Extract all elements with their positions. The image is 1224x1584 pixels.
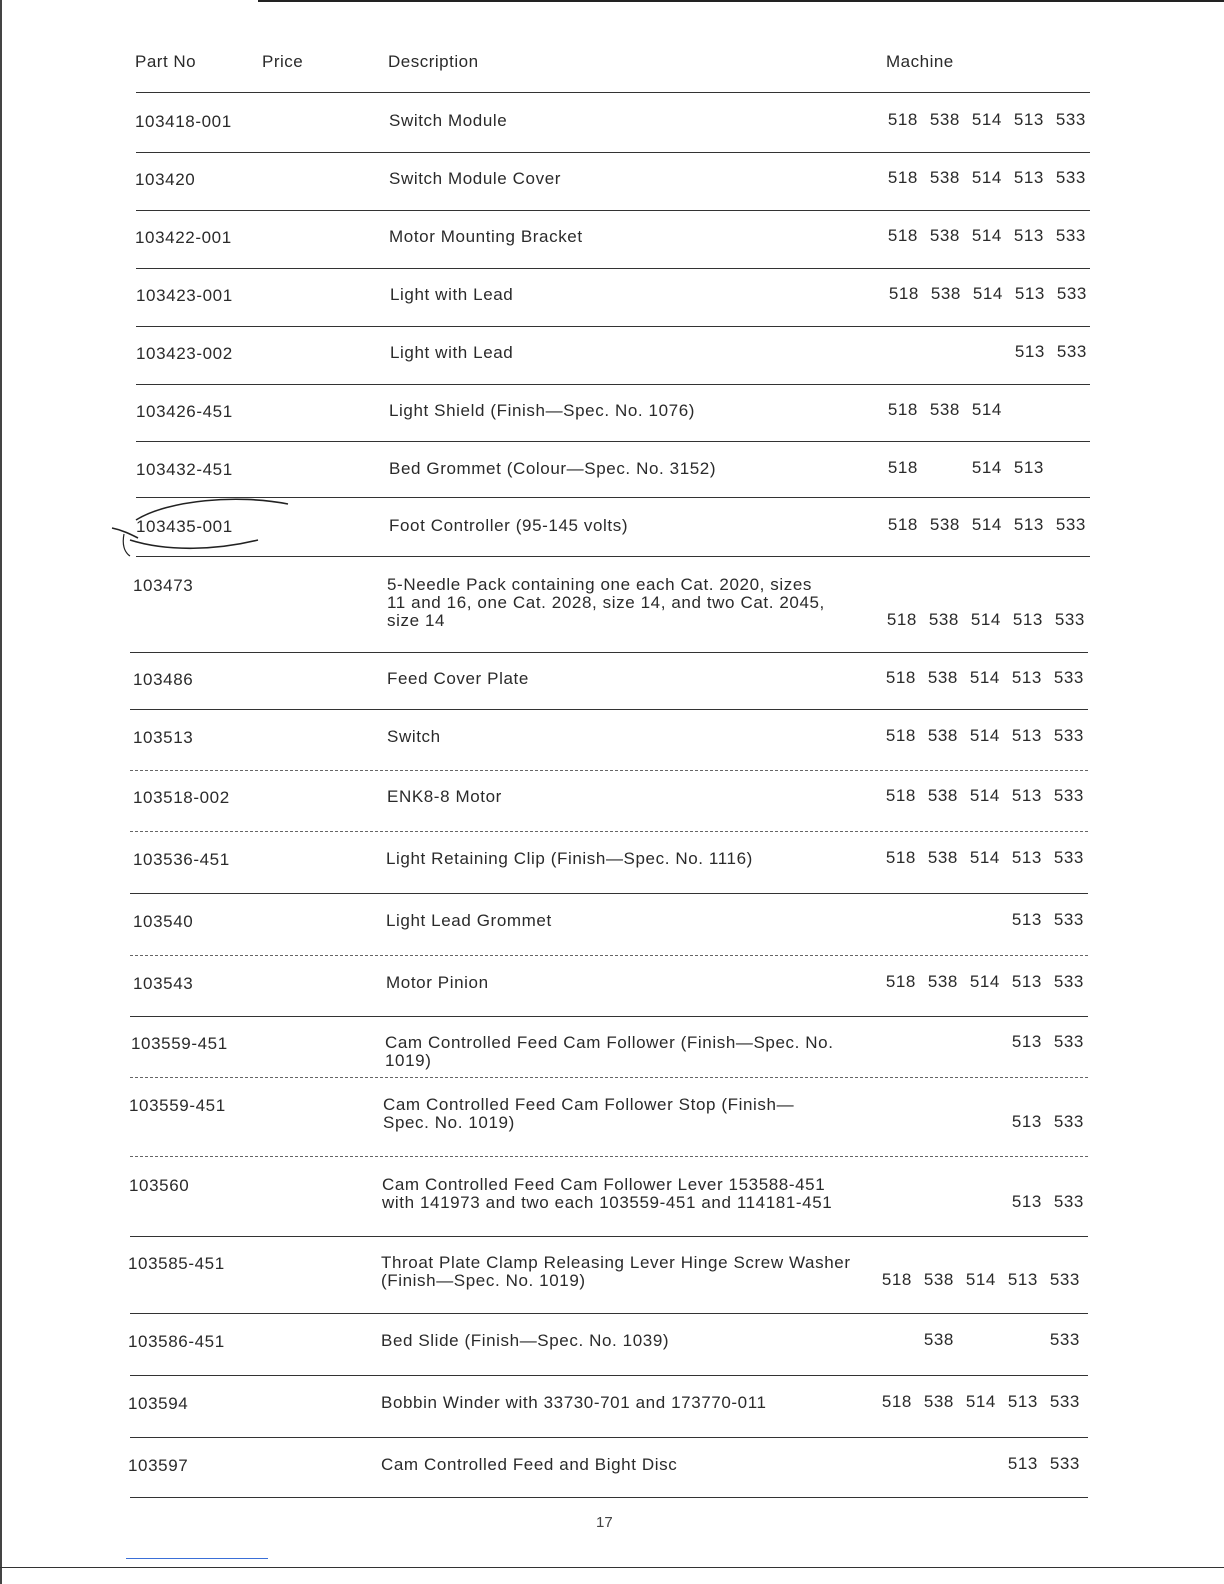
- machine-number: 514: [969, 668, 1000, 687]
- machine-number: 533: [1049, 1270, 1080, 1289]
- machine-number: 538: [923, 1392, 954, 1411]
- row-divider: [130, 1437, 1088, 1438]
- description-line: Light with Lead: [390, 285, 514, 304]
- machine-number: 533: [1056, 342, 1087, 361]
- machine-number: 513: [1011, 1112, 1042, 1131]
- part-number: 103586-451: [128, 1332, 225, 1351]
- machine-number: 514: [969, 848, 1000, 867]
- machine-number: 533: [1049, 1330, 1080, 1349]
- bottom-rule: [0, 1567, 1224, 1568]
- machine-number: 538: [927, 848, 958, 867]
- machine-number: 538: [929, 110, 960, 129]
- row-divider: [130, 709, 1088, 710]
- part-number: 103518-002: [133, 788, 230, 807]
- row-divider: [130, 1156, 1088, 1157]
- machine-number: 513: [1014, 342, 1045, 361]
- machine-number: 533: [1053, 910, 1084, 929]
- machine-number: 538: [927, 972, 958, 991]
- machine-number: 518: [887, 400, 918, 419]
- machine-number: 538: [927, 726, 958, 745]
- part-number: 103559-451: [131, 1034, 228, 1053]
- machine-number: 533: [1053, 1032, 1084, 1051]
- page-number: 17: [596, 1514, 613, 1531]
- page-left-edge: [0, 0, 2, 1584]
- part-description: [387, 576, 867, 630]
- machine-number: 533: [1055, 110, 1086, 129]
- machine-number: 518: [887, 515, 918, 534]
- machine-number: 533: [1049, 1454, 1080, 1473]
- machine-number: 514: [970, 610, 1001, 629]
- part-description: [381, 1254, 861, 1290]
- machine-number: 513: [1013, 168, 1044, 187]
- row-divider: [130, 1497, 1088, 1498]
- part-number: 103435-001: [136, 517, 233, 536]
- machine-number: 513: [1007, 1454, 1038, 1473]
- part-number: 103536-451: [133, 850, 230, 869]
- description-line: with 141973 and two each 103559-451 and 114181-451: [382, 1193, 833, 1212]
- part-description: [382, 1176, 862, 1212]
- description-line: (Finish—Spec. No. 1019): [381, 1271, 586, 1290]
- part-description: [389, 228, 869, 246]
- machine-number: 513: [1011, 726, 1042, 745]
- handwritten-check-mark: [108, 490, 308, 570]
- part-description: [387, 788, 867, 806]
- machine-number: 518: [885, 726, 916, 745]
- part-number: 103473: [133, 576, 194, 595]
- machine-number: 533: [1054, 610, 1085, 629]
- machine-number: 533: [1053, 668, 1084, 687]
- machine-number: 518: [885, 848, 916, 867]
- row-divider: [136, 326, 1090, 327]
- machine-number: 538: [929, 168, 960, 187]
- description-line: Switch: [387, 727, 441, 746]
- description-line: Switch Module Cover: [389, 169, 562, 188]
- machine-number: 533: [1053, 786, 1084, 805]
- machine-number: 518: [881, 1392, 912, 1411]
- machine-number: 514: [971, 400, 1002, 419]
- row-divider: [130, 893, 1088, 894]
- machine-number: 513: [1011, 910, 1042, 929]
- part-description: [381, 1332, 861, 1350]
- part-number: 103422-001: [135, 228, 232, 247]
- machine-number: 513: [1007, 1392, 1038, 1411]
- description-line: 11 and 16, one Cat. 2028, size 14, and two Cat. 2045,: [387, 593, 825, 612]
- machine-number: 533: [1055, 168, 1086, 187]
- part-number: 103597: [128, 1456, 189, 1475]
- machine-number: 513: [1013, 226, 1044, 245]
- row-divider: [136, 152, 1090, 153]
- part-description: [389, 112, 869, 130]
- machine-number: 518: [885, 668, 916, 687]
- part-number: 103585-451: [128, 1254, 225, 1273]
- machine-number: 514: [971, 515, 1002, 534]
- part-number: 103543: [133, 974, 194, 993]
- machine-number: 514: [972, 284, 1003, 303]
- part-description: [387, 728, 867, 746]
- row-divider: [136, 92, 1090, 93]
- part-description: [389, 517, 869, 535]
- machine-number: 538: [929, 400, 960, 419]
- description-line: Light Lead Grommet: [386, 911, 552, 930]
- machine-number: 514: [969, 972, 1000, 991]
- machine-number: 533: [1053, 726, 1084, 745]
- header-machine: Machine: [886, 52, 954, 71]
- machine-number: 533: [1053, 972, 1084, 991]
- machine-number: 513: [1011, 1192, 1042, 1211]
- description-line: 5-Needle Pack containing one each Cat. 2020, sizes: [387, 575, 813, 594]
- description-line: Bobbin Winder with 33730-701 and 173770-011: [381, 1393, 767, 1412]
- part-number: 103420: [135, 170, 196, 189]
- row-divider: [130, 1077, 1088, 1078]
- part-number: 103432-451: [136, 460, 233, 479]
- machine-number: 538: [929, 515, 960, 534]
- part-number: 103418-001: [135, 112, 232, 131]
- description-line: Cam Controlled Feed Cam Follower Lever 153588-451: [382, 1175, 826, 1194]
- part-description: [386, 912, 866, 930]
- machine-number: 518: [885, 786, 916, 805]
- machine-number: 514: [965, 1270, 996, 1289]
- header-description: Description: [388, 52, 479, 71]
- machine-number: 513: [1011, 848, 1042, 867]
- description-line: Motor Pinion: [386, 973, 489, 992]
- machine-number: 533: [1055, 226, 1086, 245]
- machine-number: 514: [969, 786, 1000, 805]
- machine-number: 538: [929, 226, 960, 245]
- header-price: Price: [262, 52, 304, 71]
- row-divider: [130, 652, 1088, 653]
- machine-number: 513: [1011, 786, 1042, 805]
- part-description: [383, 1096, 863, 1132]
- description-line: Light Shield (Finish—Spec. No. 1076): [389, 401, 696, 420]
- row-divider: [130, 770, 1088, 771]
- row-divider: [136, 268, 1090, 269]
- blue-underline: [126, 1558, 268, 1559]
- machine-number: 514: [971, 110, 1002, 129]
- machine-number: 533: [1053, 1192, 1084, 1211]
- part-description: [389, 170, 869, 188]
- machine-number: 513: [1011, 668, 1042, 687]
- machine-number: 513: [1011, 1032, 1042, 1051]
- part-description: [385, 1034, 865, 1070]
- row-divider: [130, 1016, 1088, 1017]
- machine-number: 514: [971, 168, 1002, 187]
- description-line: Cam Controlled Feed and Bight Disc: [381, 1455, 678, 1474]
- machine-number: 513: [1013, 515, 1044, 534]
- description-line: Feed Cover Plate: [387, 669, 529, 688]
- part-description: [387, 670, 867, 688]
- machine-number: 518: [887, 226, 918, 245]
- machine-number: 513: [1013, 110, 1044, 129]
- description-line: Foot Controller (95-145 volts): [389, 516, 629, 535]
- machine-number: 518: [885, 972, 916, 991]
- description-line: Bed Grommet (Colour—Spec. No. 3152): [389, 459, 717, 478]
- machine-number: 533: [1053, 848, 1084, 867]
- machine-number: 538: [930, 284, 961, 303]
- part-number: 103423-002: [136, 344, 233, 363]
- machine-number: 533: [1055, 515, 1086, 534]
- description-line: size 14: [387, 611, 446, 630]
- machine-number: 514: [969, 726, 1000, 745]
- machine-number: 518: [887, 458, 918, 477]
- machine-number: 538: [923, 1330, 954, 1349]
- machine-number: 514: [965, 1392, 996, 1411]
- row-divider: [130, 955, 1088, 956]
- machine-number: 538: [928, 610, 959, 629]
- part-description: [381, 1456, 861, 1474]
- description-line: Bed Slide (Finish—Spec. No. 1039): [381, 1331, 670, 1350]
- part-number: 103560: [129, 1176, 190, 1195]
- machine-number: 533: [1049, 1392, 1080, 1411]
- part-description: [386, 974, 866, 992]
- machine-number: 514: [971, 226, 1002, 245]
- machine-number: 518: [888, 284, 919, 303]
- machine-number: 513: [1013, 458, 1044, 477]
- row-divider: [130, 831, 1088, 832]
- part-number: 103486: [133, 670, 194, 689]
- machine-number: 513: [1012, 610, 1043, 629]
- row-divider: [136, 210, 1090, 211]
- part-description: [390, 286, 870, 304]
- machine-number: 513: [1007, 1270, 1038, 1289]
- machine-number: 518: [887, 168, 918, 187]
- description-line: Switch Module: [389, 111, 508, 130]
- row-divider: [130, 1375, 1088, 1376]
- row-divider: [136, 384, 1090, 385]
- description-line: Cam Controlled Feed Cam Follower Stop (Finish—: [383, 1095, 795, 1114]
- machine-number: 513: [1011, 972, 1042, 991]
- part-description: [389, 402, 869, 420]
- part-number: 103513: [133, 728, 194, 747]
- row-divider: [130, 1236, 1088, 1237]
- machine-number: 518: [881, 1270, 912, 1289]
- part-number: 103559-451: [129, 1096, 226, 1115]
- machine-number: 518: [886, 610, 917, 629]
- row-divider: [130, 1313, 1088, 1314]
- table-header: [0, 52, 1224, 76]
- description-line: Cam Controlled Feed Cam Follower (Finish—Spec. No. 1019): [385, 1033, 834, 1070]
- part-number: 103426-451: [136, 402, 233, 421]
- part-description: [386, 850, 866, 868]
- description-line: Throat Plate Clamp Releasing Lever Hinge Screw Washer: [381, 1253, 851, 1272]
- top-rule: [258, 0, 1224, 2]
- part-number: 103594: [128, 1394, 189, 1413]
- machine-number: 538: [927, 668, 958, 687]
- part-number: 103423-001: [136, 286, 233, 305]
- row-divider: [136, 441, 1090, 442]
- description-line: ENK8-8 Motor: [387, 787, 502, 806]
- machine-number: 514: [971, 458, 1002, 477]
- description-line: Spec. No. 1019): [383, 1113, 515, 1132]
- machine-number: 533: [1056, 284, 1087, 303]
- part-description: [389, 460, 869, 478]
- machine-number: 538: [927, 786, 958, 805]
- machine-number: 513: [1014, 284, 1045, 303]
- machine-number: 518: [887, 110, 918, 129]
- description-line: Motor Mounting Bracket: [389, 227, 583, 246]
- part-description: [390, 344, 870, 362]
- header-part-no: Part No: [135, 52, 197, 71]
- description-line: Light Retaining Clip (Finish—Spec. No. 1116): [386, 849, 753, 868]
- machine-number: 533: [1053, 1112, 1084, 1131]
- machine-number: 538: [923, 1270, 954, 1289]
- part-number: 103540: [133, 912, 194, 931]
- part-description: [381, 1394, 861, 1412]
- description-line: Light with Lead: [390, 343, 514, 362]
